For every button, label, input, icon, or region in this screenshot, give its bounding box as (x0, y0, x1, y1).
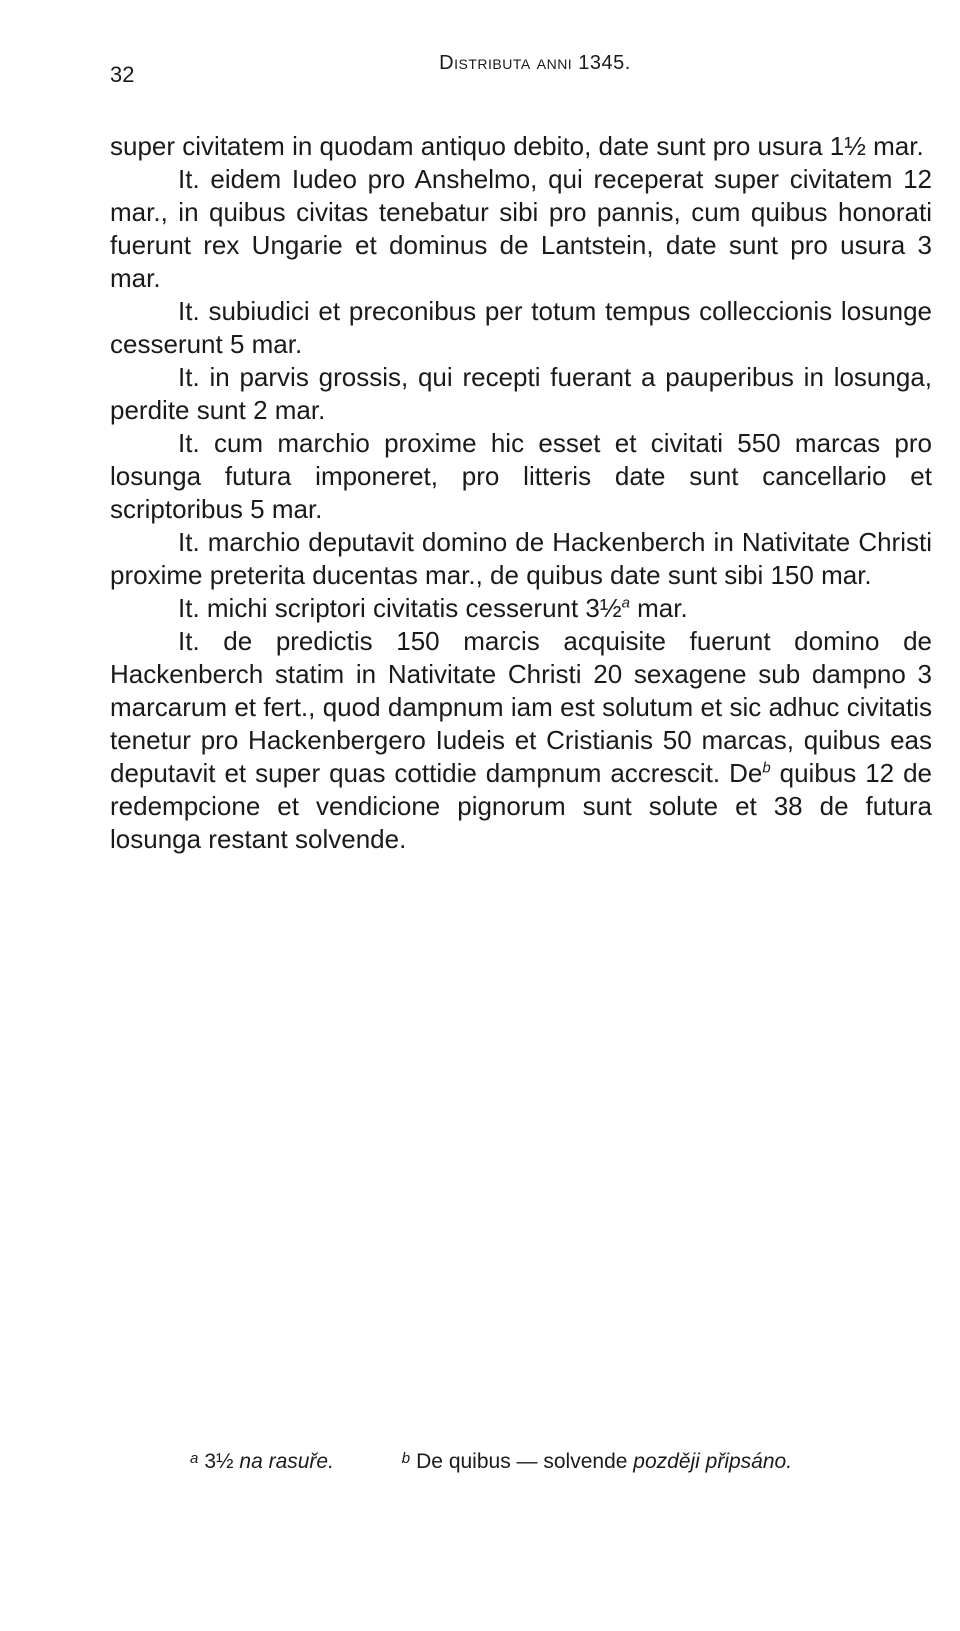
body-text (110, 130, 932, 856)
paragraph-text: mar. (629, 593, 688, 623)
paragraph (110, 592, 932, 625)
paragraph: It. subiudici et preconibus per totum tempus colleccionis losunge cesserunt 5 mar. (110, 296, 932, 359)
paragraph: It. cum marchio proxime hic esset et civitati 550 marcas pro losunga futura imponeret, pro litteris date sunt cancellario et scriptoribus 5 mar. (110, 428, 932, 524)
footnote-text: De quibus — solvende (416, 1450, 628, 1473)
paragraph (110, 625, 932, 856)
footnote-text: 3½ (204, 1450, 234, 1473)
footnote-reference: b (762, 759, 771, 777)
paragraph-text: It. michi scriptori civitatis cesserunt 3½ (178, 593, 622, 623)
running-title: Distributa anni 1345. (439, 52, 631, 74)
paragraph: It. in parvis grossis, qui recepti fuerant a pauperibus in losunga, perdite sunt 2 mar. (110, 362, 932, 425)
footnote (190, 1450, 334, 1474)
page-header (110, 48, 930, 88)
paragraph-text: It. de predictis 150 marcis acquisite fuerunt domino de Hackenberch statim in Nativitate Christi 20 sexagene sub dampno 3 marcarum et fert., quod dampnum iam est solutum et sic adhuc civitatis tenetur pro Hackenbergero Iudeis et Cristianis 50 marcas, quibus eas deputavit et super quas cottidie dampnum accrescit. De (110, 626, 932, 788)
footnote (402, 1450, 792, 1474)
paragraph-text: quibus 12 de redempcione et vendicione pignorum sunt solute et 38 de futura losunga restant solvende. (110, 758, 932, 854)
paragraph: super civitatem in quodam antiquo debito, date sunt pro usura 1½ mar. (110, 131, 924, 161)
footnotes (190, 1450, 910, 1474)
footnote-mark: a (190, 1450, 199, 1467)
footnote-note: později připsáno. (633, 1450, 793, 1473)
footnote-mark: b (401, 1450, 411, 1467)
paragraph: It. marchio deputavit domino de Hackenberch in Nativitate Christi proxime preterita ducentas mar., de quibus date sunt sibi 150 mar. (110, 527, 932, 590)
paragraph: It. eidem Iudeo pro Anshelmo, qui receperat super civitatem 12 mar., in quibus civitas tenebatur sibi pro pannis, cum quibus honorati fuerunt rex Ungarie et dominus de Lantstein, date sunt pro usura 3 mar. (110, 164, 932, 293)
footnote-note: na rasuře. (239, 1450, 334, 1473)
page-number: 32 (110, 62, 135, 87)
footnote-reference: a (621, 594, 630, 612)
